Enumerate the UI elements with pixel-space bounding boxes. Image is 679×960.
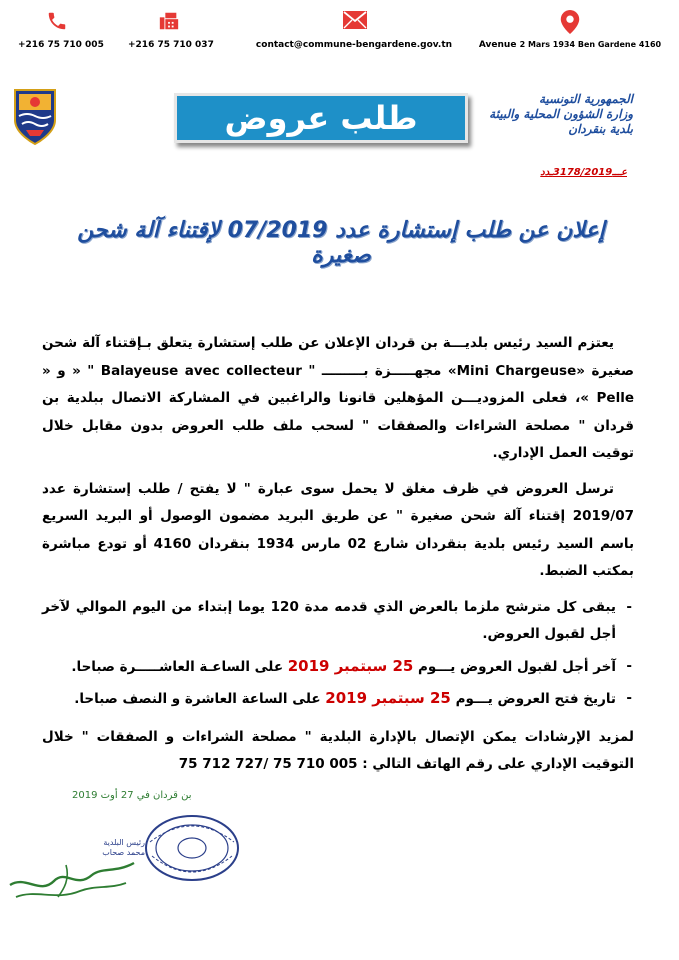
reference-number: عـــ3178/2019ـدد [540, 167, 627, 178]
municipality-logo [12, 86, 58, 146]
phone-number: +216 75 710 005 [18, 40, 104, 50]
ministry-line-municipality: بلدية بنقردان [568, 122, 633, 136]
address [478, 40, 662, 50]
ministry-line-ministry: وزارة الشؤون المحلية والبيئة [489, 107, 633, 121]
signatory-role: رئيس البلدية [103, 838, 145, 847]
paragraph-intro: يعتزم السيد رئيس بلديـــة بن قردان الإعلان عن طلب إستشارة يتعلق بـإقتناء آلة شحن صغيرة «Mini Chargeuse» مجهـــــزة بـــــــــ " Balayeuse avec collecteur " « و « Pelle »، فعلى المزوديـــن المؤهلين قانونا والراغبين في المشاركة الاتصال ببلدية بن قردان " مصلحة الشراءات والصفقات " لسحب ملف طلب العروض بدون مقابل خلال توقيت العمل الإداري. [42, 335, 634, 461]
deadline-date: 25 سبتمبر 2019 [287, 656, 414, 675]
list-item [42, 594, 616, 649]
fax-icon [158, 10, 180, 32]
conditions-list [42, 594, 634, 714]
bullet-deadline-time: على الساعـة العاشـــــرة صباحا. [71, 658, 288, 675]
paragraph-submission: ترسل العروض في ظرف مغلق لا يحمل سوى عبارة " لا يفتح / طلب إستشارة عدد 2019/07 إقتناء آلة شحن صغيرة " عن طريق البريد مضمون الوصول أو البريد السريع باسم السيد رئيس بلدية بنقردان شارع 02 مارس 1934 بنقردان 4160 أو تودع مباشرة بمكتب الضبط. [42, 480, 635, 579]
announcement-headline: إعلان عن طلب إستشارة عدد 07/2019 لإقتناء آلة شحن صغيرة [77, 218, 605, 268]
ministry-line-republic: الجمهورية التونسية [538, 92, 633, 106]
signatory-name: محمد صحاب [102, 848, 145, 857]
list-item [42, 653, 616, 682]
bullet-deadline-text: آخر أجل لقبول العروض يـــوم [413, 658, 616, 675]
contact-bar [0, 0, 679, 72]
bullet-opening-time: على الساعة العاشرة و النصف صباحا. [74, 691, 326, 707]
address-main: Avenue [478, 40, 517, 50]
fax-contact[interactable] [128, 10, 214, 50]
announcement-body [42, 330, 634, 779]
address-rest: 2 Mars 1934 Ben Gardene 4160 [519, 40, 662, 49]
official-stamp [140, 812, 240, 888]
place-date: بن قردان في 27 أوت 2019 [72, 790, 192, 801]
fax-number: +216 75 710 037 [128, 40, 214, 50]
ministry-header [473, 92, 633, 137]
phone-contact[interactable] [18, 10, 104, 50]
location-pin-icon [559, 10, 581, 32]
mail-icon [343, 10, 365, 32]
title-banner [174, 93, 468, 143]
paragraph-contact: لمزيد الإرشادات يمكن الإتصال بالإدارة البلدية " مصلحة الشراءات و الصفقات " خلال التوقيت الإداري على رقم الهاتف التالي : 005 710 75 /727 712 75 [42, 728, 634, 772]
banner-title: طلب عروض [224, 99, 418, 137]
handwritten-signature [6, 845, 146, 905]
address-contact [478, 10, 662, 50]
bullet-opening-text: تاريخ فتح العروض يـــوم [450, 691, 616, 707]
phone-icon [46, 10, 68, 32]
list-item [42, 685, 616, 714]
opening-date: 25 سبتمبر 2019 [325, 689, 451, 707]
bullet-validity: يبقى كل مترشح ملزما بالعرض الذي قدمه مدة 120 يوما إبتداء من اليوم الموالي لآخر أجل لقبول العروض. [42, 598, 617, 642]
email-address: contact@commune-bengardene.gov.tn [255, 40, 453, 50]
email-contact[interactable] [254, 10, 454, 50]
